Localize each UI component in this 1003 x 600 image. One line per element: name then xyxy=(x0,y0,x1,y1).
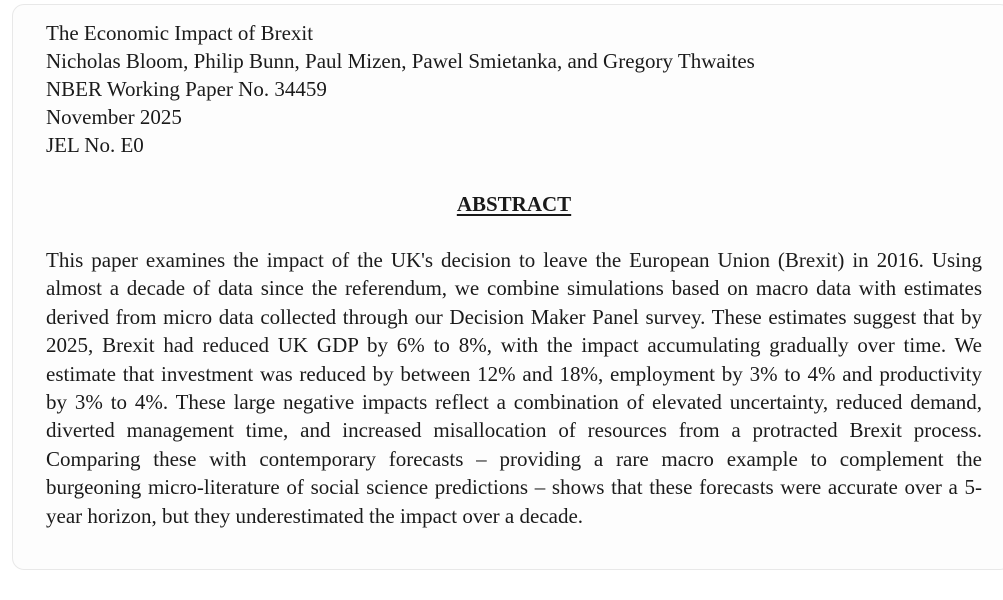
abstract-text: This paper examines the impact of the UK's decision to leave the European Union (Brexit) in 2016. Using almost a decade of data since the referendum, we combine simulations based on macro data with estimates derived from micro data collected through our Decision Maker Panel survey. These estimates suggest that by 2025, Brexit had reduced UK GDP by 6% to 8%, with the impact accumulating gradually over time. We estimate that investment was reduced by between 12% and 18%, employment by 3% to 4% and productivity by 3% to 4%. These large negative impacts reflect a combination of elevated uncertainty, reduced demand, diverted management time, and increased misallocation of resources from a protracted Brexit process. Comparing these with contemporary forecasts – providing a rare macro example to complement the burgeoning micro-literature of social science predictions – shows that these forecasts were accurate over a 5-year horizon, but they underestimated the impact over a decade. xyxy=(46,248,982,528)
paper-series: NBER Working Paper No. 34459 xyxy=(46,77,327,101)
paper-document xyxy=(46,19,982,528)
abstract-heading: ABSTRACT xyxy=(456,192,572,216)
paper-authors: Nicholas Bloom, Philip Bunn, Paul Mizen, Pawel Smietanka, and Gregory Thwaites xyxy=(46,49,755,73)
paper-title: The Economic Impact of Brexit xyxy=(46,21,314,45)
paper-date: November 2025 xyxy=(46,105,182,129)
paper-card xyxy=(12,4,1003,570)
paper-jel-code: JEL No. E0 xyxy=(46,133,144,157)
